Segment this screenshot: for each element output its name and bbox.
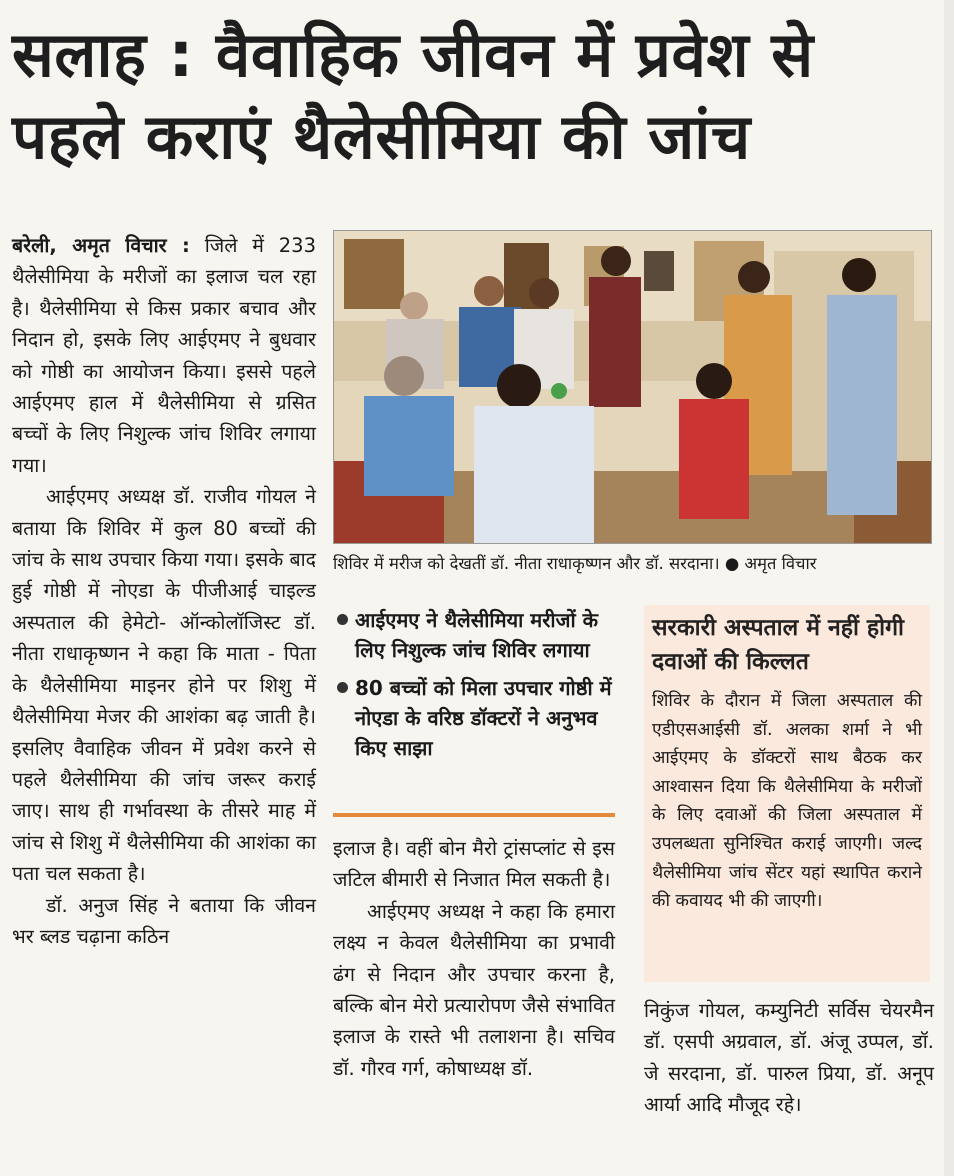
article-column-1 (12, 230, 316, 952)
page-edge (944, 0, 954, 1176)
paragraph (12, 230, 316, 481)
paragraph: डॉ. अनुज सिंह ने बताया कि जीवन भर ब्लड चढ़ाना कठिन (12, 893, 316, 948)
article-column-3 (644, 995, 934, 1121)
highlights (333, 605, 615, 771)
sidebar-title: सरकारी अस्पताल में नहीं होगी दवाओं की किल्लत (652, 615, 904, 675)
headline-line-2: पहले कराएं थैलेसीमिया की जांच (12, 100, 751, 173)
bullet-icon (337, 614, 348, 625)
sidebar-box (644, 605, 930, 982)
highlight-item (333, 605, 615, 665)
highlight-item (333, 673, 615, 763)
paragraph-text: जिले में 233 थैलेसीमिया के मरीजों का इलाज चल रहा है। थैलेसीमिया से किस प्रकार बचाव और निदान हो, इसके लिए आईएमए ने बुधवार को गोष्ठी का आयोजन किया। इससे पहले आईएमए हाल में थैलेसीमिया से ग्रसित बच्चों के लिए निशुल्क जांच शिविर लगाया गया। (12, 234, 316, 477)
paragraph: निकुंज गोयल, कम्युनिटी सर्विस चेयरमैन डॉ. एसपी अग्रवाल, डॉ. अंजू उप्पल, डॉ. जे सरदाना, डॉ. पारुल प्रिया, डॉ. अनूप आर्या आदि मौजूद रहे। (644, 999, 934, 1117)
bullet-icon (337, 682, 348, 693)
divider (333, 813, 615, 817)
news-photo (333, 230, 932, 544)
headline (12, 14, 942, 178)
photo-illustration (334, 231, 931, 543)
dateline: बरेली, अमृत विचार : (12, 234, 190, 257)
highlight-text: 80 बच्चों को मिला उपचार गोष्ठी में नोएडा के वरिष्ठ डॉक्टरों ने अनुभव किए साझा (355, 676, 612, 760)
paragraph: आईएमए अध्यक्ष ने कहा कि हमारा लक्ष्य न केवल थैलेसीमिया का प्रभावी ढंग से निदान और उपचार करना है, बल्कि बोन मेरो प्रत्यारोपण जैसे संभावित इलाज के रास्ते भी तलाशना है। सचिव डॉ. गौरव गर्ग, कोषाध्यक्ष डॉ. (333, 899, 615, 1080)
headline-line-1: सलाह : वैवाहिक जीवन में प्रवेश से (12, 18, 814, 91)
article-column-2 (333, 833, 615, 1084)
paragraph: इलाज है। वहीं बोन मैरो ट्रांसप्लांट से इस जटिल बीमारी से निजात मिल सकती है। (333, 837, 615, 892)
photo-caption: शिविर में मरीज को देखतीं डॉ. नीता राधाकृष्णन और डॉ. सरदाना। ● अमृत विचार (333, 554, 817, 573)
highlight-text: आईएमए ने थैलेसीमिया मरीजों के लिए निशुल्क जांच शिविर लगाया (355, 608, 598, 662)
sidebar-body: शिविर के दौरान में जिला अस्पताल की एडीएसआईसी डॉ. अलका शर्मा ने भी आईएमए के डॉक्टरों साथ बैठक कर आश्वासन दिया कि थैलेसीमिया के मरीजों के लिए दवाओं की जिला अस्पताल में उपलब्धता सुनिश्चित कराई जाएगी। जल्द थैलेसीमिया जांच सेंटर यहां स्थापित कराने की कवायद भी की जाएगी। (652, 691, 922, 912)
paragraph: आईएमए अध्यक्ष डॉ. राजीव गोयल ने बताया कि शिविर में कुल 80 बच्चों की जांच के साथ उपचार किया गया। इसके बाद हुई गोष्ठी में नोएडा के पीजीआई चाइल्ड अस्पताल की हेमेटो- ऑन्कोलॉजिस्ट डॉ. नीता राधाकृष्णन ने कहा कि माता - पिता के थैलेसीमिया माइनर होने पर शिशु में थैलेसीमिया मेजर की आशंका बढ़ जाती है। इसलिए वैवाहिक जीवन में प्रवेश करने से पहले थैलेसीमिया की जांच जरूर कराई जाए। साथ ही गर्भावस्था के तीसरे माह में जांच से शिशु में थैलेसीमिया की आशंका का पता चल सकता है। (12, 485, 316, 886)
